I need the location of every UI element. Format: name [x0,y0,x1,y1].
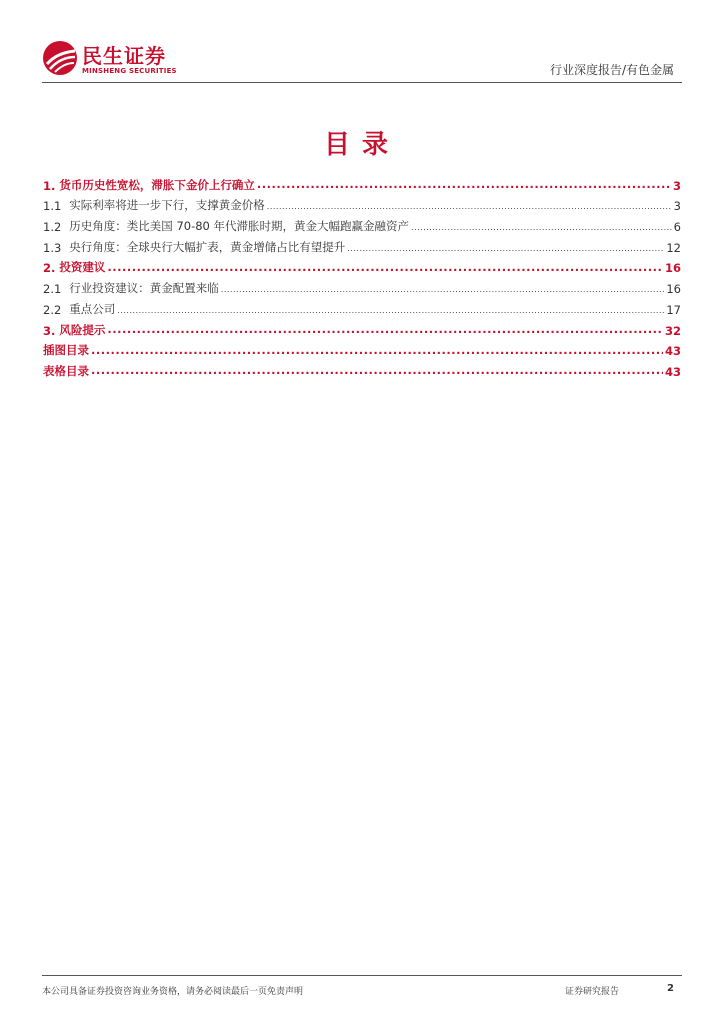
toc-entry-label: 投资建议 [59,260,106,275]
toc-entry[interactable] [43,358,681,379]
toc-entry[interactable] [43,317,681,338]
toc-dot-leader [411,224,672,234]
report-type-label: 行业深度报告/有色金属 [549,63,674,77]
toc-entry-page: 43 [664,364,681,379]
toc-entry-page: 16 [664,261,681,276]
toc-entry[interactable] [43,234,681,255]
toc-entry-number: 2. [43,261,56,276]
toc-entry-label: 风险提示 [59,322,106,337]
toc-title: 目录 [323,130,400,160]
toc-dot-leader [221,286,665,296]
toc-dot-leader [267,203,672,213]
toc-entry[interactable] [43,296,681,317]
toc-entry[interactable] [43,213,681,234]
page-header [42,36,682,84]
toc-entry-page: 3 [673,199,681,214]
toc-entry-number: 1.1 [43,199,62,214]
toc-entry[interactable] [43,172,681,193]
toc-entry-label: 重点公司 [69,301,116,316]
toc-entry[interactable] [43,275,681,296]
company-logo [42,40,222,80]
footer-disclaimer: 本公司具备证券投资咨询业务资格，请务必阅读最后一页免责声明 [42,987,304,997]
toc-entry-number: 3. [43,323,56,338]
logo-chinese-name: 民生证券 [82,44,166,68]
toc-entry-label: 表格目录 [43,363,89,378]
table-of-contents [43,172,681,379]
toc-entry-page: 12 [666,240,681,255]
toc-entry[interactable] [43,255,681,276]
toc-entry-number: 2.1 [43,282,62,297]
minsheng-logo-icon [42,40,78,76]
toc-dot-leader [347,245,664,255]
toc-entry-label: 实际利率将进一步下行，支撑黄金价格 [69,198,265,213]
toc-dot-leader [257,179,671,193]
footer-doc-type: 证券研究报告 [565,987,620,997]
footer-divider [42,975,682,976]
toc-dot-leader [91,345,663,359]
logo-english-name: MINSHENG SECURITIES [82,67,177,75]
toc-entry-number: 1.3 [43,240,62,255]
toc-entry-page: 43 [664,344,681,359]
toc-entry[interactable] [43,193,681,214]
toc-entry-label: 行业投资建议：黄金配置来临 [69,281,219,296]
toc-dot-leader [107,324,663,338]
toc-entry-number: 1. [43,178,56,193]
toc-dot-leader [107,262,663,276]
toc-dot-leader [91,365,663,379]
toc-entry-number: 1.2 [43,220,62,235]
toc-entry-label: 插图目录 [43,343,89,358]
toc-entry-page: 32 [664,323,681,338]
toc-entry-label: 央行角度：全球央行大幅扩表，黄金增储占比有望提升 [69,239,346,254]
toc-entry-label: 历史角度：类比美国 70-80 年代滞胀时期，黄金大幅跑赢金融资产 [69,219,410,234]
footer-page-number: 2 [667,983,674,994]
toc-entry[interactable] [43,338,681,359]
header-divider [42,82,682,83]
toc-entry-page: 3 [672,178,681,193]
toc-dot-leader [117,307,664,317]
toc-entry-page: 6 [673,220,681,235]
toc-entry-label: 货币历史性宽松，滞胀下金价上行确立 [59,177,255,192]
toc-entry-number: 2.2 [43,302,62,317]
toc-entry-page: 17 [666,302,681,317]
toc-entry-page: 16 [666,282,681,297]
